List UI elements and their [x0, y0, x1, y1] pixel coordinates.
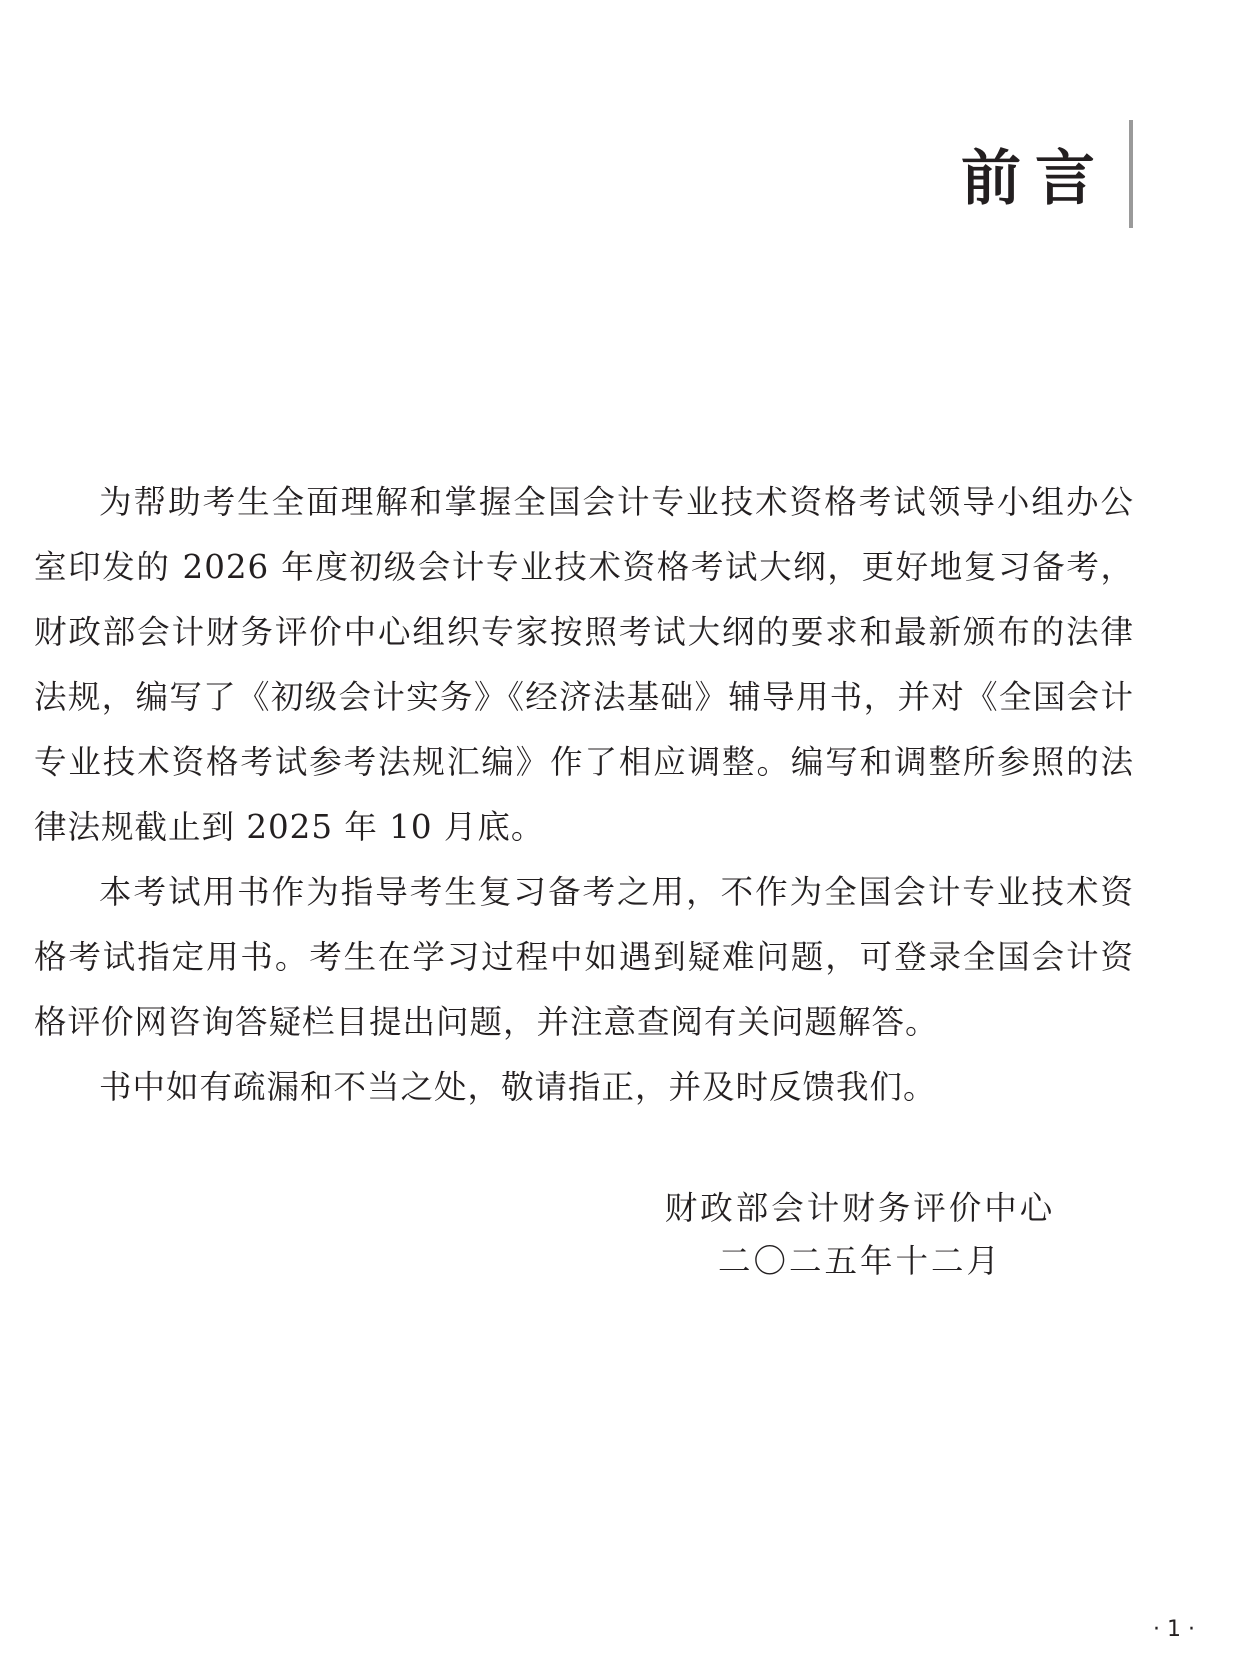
paragraph-3: 书中如有疏漏和不当之处，敬请指正，并及时反馈我们。	[99, 1068, 937, 1106]
signature-date: 二〇二五年十二月	[717, 1242, 1002, 1280]
signature-block	[640, 1182, 1080, 1288]
page-header	[961, 120, 1133, 228]
page-number: · 1 ·	[1153, 1617, 1195, 1642]
preface-body	[34, 470, 1134, 1120]
title-vertical-rule	[1129, 120, 1133, 228]
paragraph-2: 本考试用书作为指导考生复习备考之用，不作为全国会计专业技术资格考试指定用书。考生在学习过程中如遇到疑难问题，可登录全国会计资格评价网咨询答疑栏目提出问题，并注意查阅有关问题解答。	[34, 873, 1134, 1041]
signature-organization: 财政部会计财务评价中心	[664, 1189, 1056, 1227]
page-title: 前言	[961, 144, 1109, 214]
paragraph-1: 为帮助考生全面理解和掌握全国会计专业技术资格考试领导小组办公室印发的 2026 年度初级会计专业技术资格考试大纲，更好地复习备考，财政部会计财务评价中心组织专家按照考试大纲的要求和最新颁布的法律法规，编写了《初级会计实务》《经济法基础》辅导用书，并对《全国会计专业技术资格考试参考法规汇编》作了相应调整。编写和调整所参照的法律法规截止到 2025 年 10 月底。	[34, 483, 1134, 846]
